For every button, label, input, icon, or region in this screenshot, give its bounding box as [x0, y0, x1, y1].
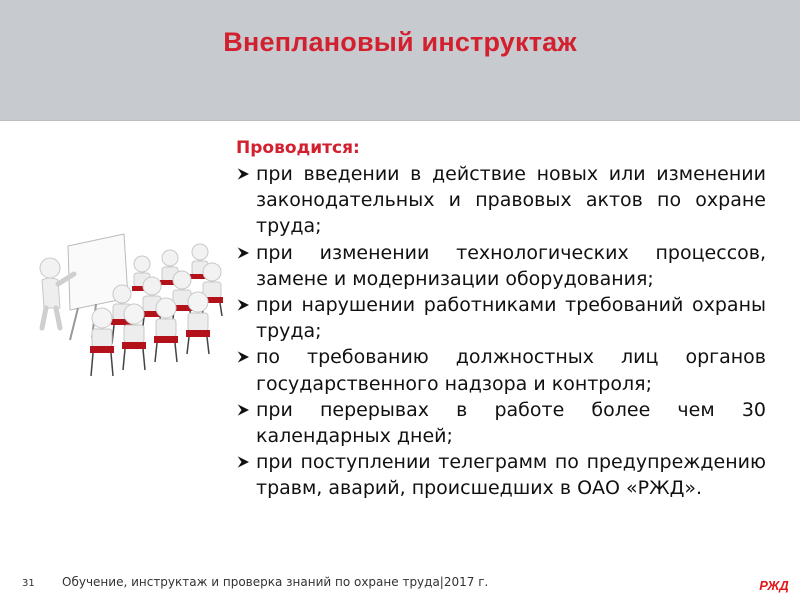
- list-item: [236, 240, 766, 292]
- arrow-bullet-icon: [236, 298, 250, 312]
- arrow-bullet-icon: [236, 350, 250, 364]
- slide-header: [0, 0, 800, 121]
- list-item-text: при изменении технологических процессов, замене и модернизации оборудования;: [256, 241, 766, 290]
- list-item-text: по требованию должностных лиц органов государственного надзора и контроля;: [256, 346, 766, 395]
- arrow-bullet-icon: [236, 455, 250, 469]
- list-item-text: при поступлении телеграмм по предупреждению травм, аварий, происшедших в ОАО «РЖД».: [256, 451, 766, 500]
- list-item: [236, 292, 766, 344]
- slide-content: [236, 136, 766, 502]
- arrow-bullet-icon: [236, 246, 250, 260]
- list-item: [236, 161, 766, 240]
- conditions-list: [236, 161, 766, 502]
- list-item-text: при перерывах в работе более чем 30 календарных дней;: [256, 398, 766, 448]
- slide-title: Внеплановый инструктаж: [223, 27, 577, 57]
- training-illustration: [30, 228, 245, 388]
- arrow-bullet-icon: [236, 167, 250, 181]
- page-number: 31: [22, 578, 35, 589]
- list-item: [236, 449, 766, 501]
- list-item-text: при введении в действие новых или изменении законодательных и правовых актов по охране труда;: [256, 163, 766, 238]
- subheading: Проводится:: [236, 138, 360, 158]
- rzd-logo-icon: [755, 577, 793, 593]
- footer-text: Обучение, инструктаж и проверка знаний по охране труда|2017 г.: [62, 575, 489, 589]
- list-item: [236, 344, 766, 396]
- list-item-text: при нарушении работниками требований охраны труда;: [256, 294, 766, 343]
- svg-text:РЖД: РЖД: [759, 578, 789, 593]
- arrow-bullet-icon: [236, 403, 250, 417]
- list-item: [236, 397, 766, 449]
